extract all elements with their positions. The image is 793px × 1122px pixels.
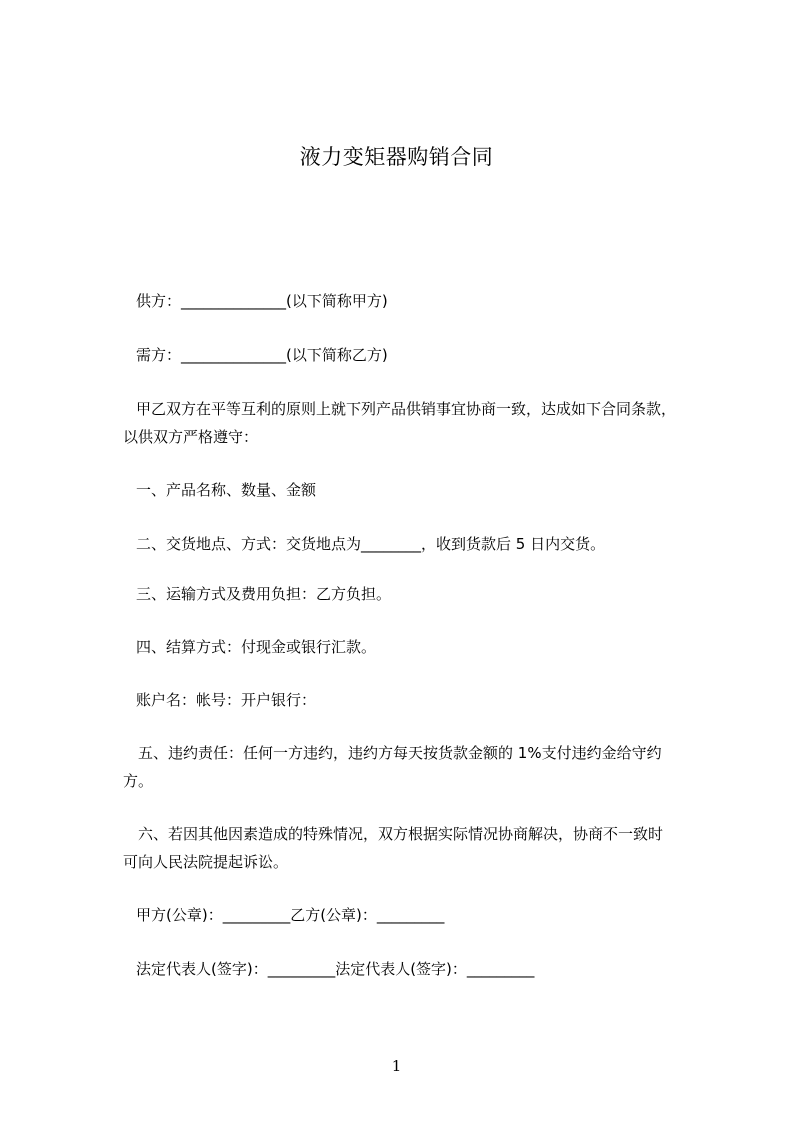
intro-paragraph-line-1: 甲乙双方在平等互利的原则上就下列产品供销事宜协商一致，达成如下合同条款， xyxy=(136,400,677,418)
representative-signature-line: 法定代表人(签字)：_________法定代表人(签字)：_________ xyxy=(136,960,535,978)
clause-5-line-2: 方。 xyxy=(123,772,154,790)
clause-1: 一、产品名称、数量、金额 xyxy=(136,481,317,499)
account-line: 账户名：帐号：开户银行： xyxy=(136,691,317,709)
supplier-line: 供方：______________(以下简称甲方) xyxy=(136,292,388,310)
page-title: 液力变矩器购销合同 xyxy=(299,145,494,169)
clause-6-line-2: 可向人民法院提起诉讼。 xyxy=(123,853,289,871)
clause-2: 二、交货地点、方式：交货地点为________，收到货款后 5 日内交货。 xyxy=(136,535,606,553)
page-number: 1 xyxy=(391,1057,402,1075)
clause-5-line-1: 五、违约责任：任何一方违约，违约方每天按货款金额的 1%支付违约金给守约 xyxy=(138,744,662,762)
clause-6-line-1: 六、若因其他因素造成的特殊情况，双方根据实际情况协商解决，协商不一致时 xyxy=(138,825,664,843)
seal-line: 甲方(公章)：_________乙方(公章)：_________ xyxy=(136,906,445,924)
clause-4: 四、结算方式：付现金或银行汇款。 xyxy=(136,638,377,656)
intro-paragraph-line-2: 以供双方严格遵守： xyxy=(123,428,259,446)
buyer-line: 需方：______________(以下简称乙方) xyxy=(136,346,388,364)
clause-3: 三、运输方式及费用负担：乙方负担。 xyxy=(136,585,392,603)
